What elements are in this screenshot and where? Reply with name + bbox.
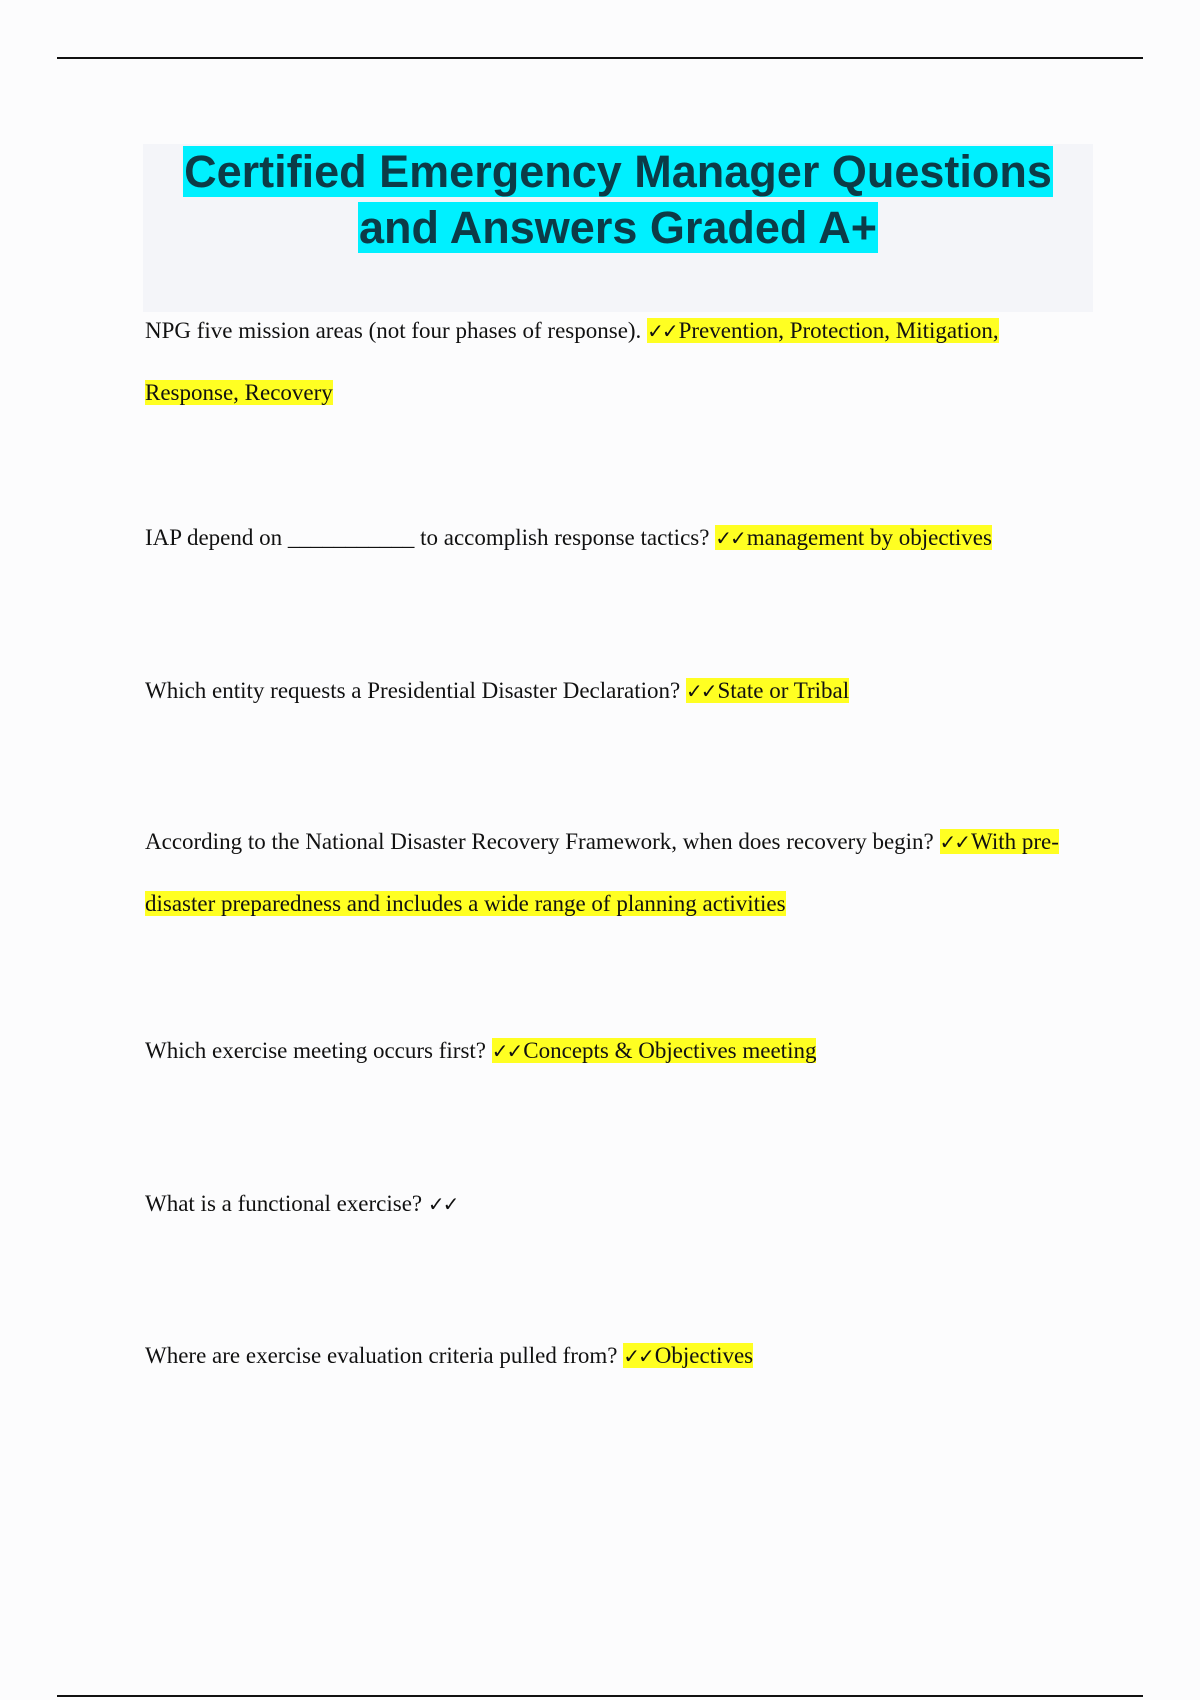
document-title — [143, 144, 1093, 256]
answer-text: With pre-disaster preparedness and includes a wide range of planning activities — [145, 829, 1059, 916]
bottom-rule — [57, 1695, 1143, 1697]
top-rule — [57, 57, 1143, 59]
question-text: Where are exercise evaluation criteria pulled from? — [145, 1343, 618, 1368]
answer-text: Objectives — [654, 1343, 754, 1368]
answer-highlight — [686, 678, 849, 703]
double-check-icon: ✓✓ — [491, 1039, 522, 1063]
qa-item — [145, 1173, 1075, 1235]
question-text: What is a functional exercise? — [145, 1191, 423, 1216]
question-text: NPG five mission areas (not four phases of response). — [145, 318, 642, 343]
answer-text: Prevention, Protection, Mitigation, Response, Recovery — [145, 318, 999, 405]
answer-text: Concepts & Objectives meeting — [523, 1038, 817, 1063]
question-text: Which entity requests a Presidential Disaster Declaration? — [145, 678, 681, 703]
double-check-icon: ✓✓ — [647, 319, 677, 343]
double-check-icon: ✓✓ — [427, 1192, 458, 1216]
question-text: According to the National Disaster Recovery Framework, when does recovery begin? — [145, 829, 934, 854]
question-text: IAP depend on ___________ to accomplish response tactics? — [145, 525, 710, 550]
title-line-1: Certified Emergency Manager Questions — [184, 146, 1052, 197]
qa-item — [145, 300, 1075, 423]
title-line-2: and Answers Graded A+ — [358, 202, 878, 253]
answer-text: State or Tribal — [717, 678, 850, 703]
qa-item — [145, 507, 1075, 569]
answer-text: management by objectives — [746, 525, 992, 550]
qa-item — [145, 1020, 1075, 1082]
double-check-icon: ✓✓ — [685, 679, 716, 703]
double-check-icon: ✓✓ — [939, 830, 970, 854]
title-block — [143, 144, 1093, 312]
double-check-icon: ✓✓ — [715, 526, 745, 550]
qa-item — [145, 660, 1075, 722]
answer-highlight — [623, 1343, 753, 1368]
qa-item — [145, 811, 1075, 934]
answer-highlight — [492, 1038, 817, 1063]
qa-item — [145, 1325, 1075, 1387]
answer-highlight — [715, 525, 992, 550]
question-text: Which exercise meeting occurs first? — [145, 1038, 487, 1063]
double-check-icon: ✓✓ — [623, 1344, 653, 1368]
